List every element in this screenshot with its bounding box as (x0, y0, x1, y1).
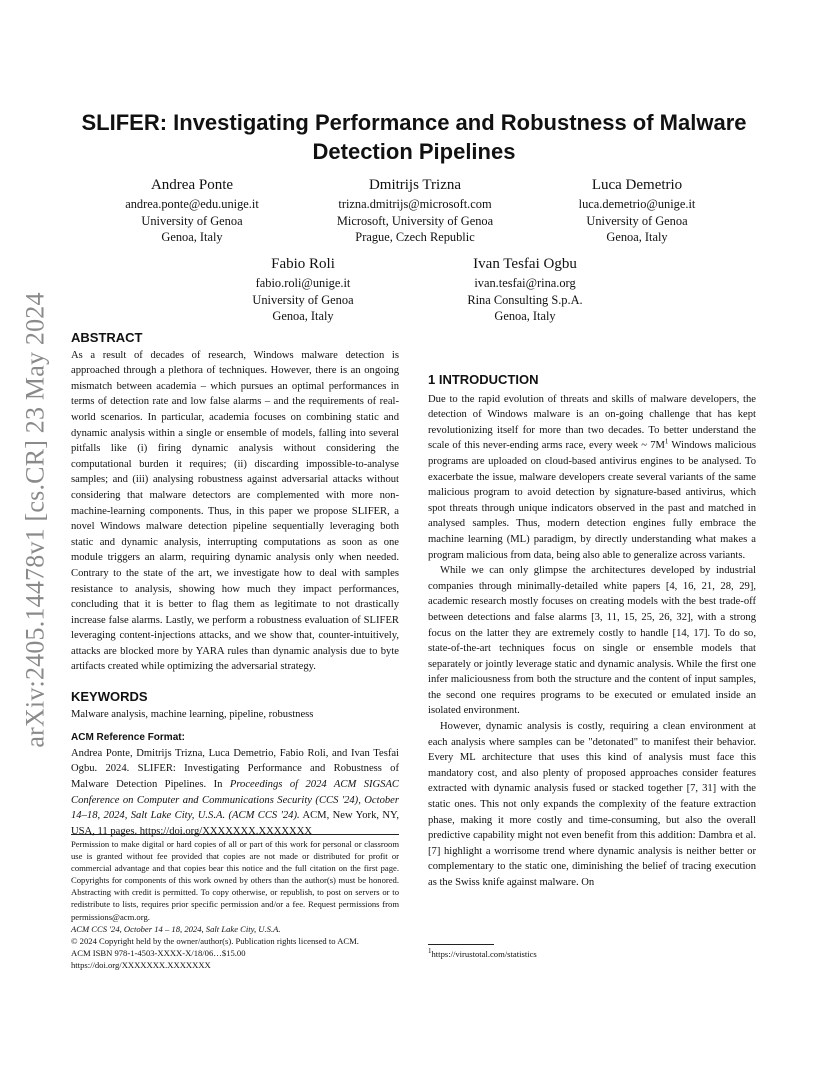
intro-paragraph-3: However, dynamic analysis is costly, requiring a clean environment at each analysis where samples can be "detonated" to manifest their behavior. Every ML architecture that uses this kind of analysis must face this mandatory cost, and also plenty of proposed approaches consider features extracted with dynamic analysis fused or stacked together [7, 31] with the static ones. This not only expands the complexity of the feature extraction phase, making it more costly and time-consuming, but also the overall predictive capability might not even benefit from this addition: Dambra et al. [7] highlight a worrisome trend where dynamic analysis is neither better or complementary to the static one, diminishing the belief of tracing execution as the Swiss knife against malware. On (428, 721, 756, 888)
intro-paragraph-2: While we can only glimpse the architectures developed by industrial companies through minimally-detailed white papers [4, 16, 21, 28, 29], academic research mostly focuses on creating models with the best trade-off between detections and false alarms [3, 11, 15, 25, 26, 32], with a strong focus on the latter they are extremely costly to handle [14, 17]. To do so, state-of-the-art techniques focus on single or ensemble models that separately or jointly leverage static and dynamic analysis. While the first one infer maliciousness from both the structure and the content of input samples, the second one requires programs to be executed or emulated inside an isolated environment. (428, 565, 756, 717)
author-name: Andrea Ponte (150, 177, 234, 193)
author-block-1 (77, 175, 307, 246)
abstract-text: As a result of decades of research, Windows malware detection is approached through a plethora of techniques. However, there is an ongoing mismatch between academia – which pursues an optimal performances in terms of detection rate and low false alarms – and the requirements of real-world scenarios. In particular, academia focuses on combining static and dynamic analysis within a single or ensemble of models, falling into several pitfalls like (i) firing dynamic analysis without considering the computational burden it requires; (ii) discarding impossible-to-analyse samples; and (iii) analysing robustness against adversarial attacks without considering that malware detectors are complemented with more non-machine-learning components. Thus, in this paper we propose SLIFER, a novel Windows malware detection pipeline sequentially leveraging both static and dynamic analysis, interrupting computations as soon as one module triggers an alarm, requiring dynamic analysis only when needed. Contrary to the state of the art, we investigate how to deal with samples resistance to analysis, showing how much they impact performances, concluding that it is better to flag them as legitimate to not drastically increase false alarms. Lastly, we perform a robustness evaluation of SLIFER leveraging content-injections attacks, and we show that, counter-intuitively, attacks are blocked more by YARA rules than dynamic analysis due to byte artifacts created while optimizing the adversarial strategy. (71, 349, 399, 673)
author-email: ivan.tesfai@rina.org (474, 276, 576, 290)
author-email: fabio.roli@unige.it (255, 276, 351, 290)
footnote (428, 947, 756, 963)
abstract-heading: ABSTRACT (71, 330, 143, 345)
author-location: Genoa, Italy (272, 309, 334, 324)
author-name: Luca Demetrio (591, 177, 683, 193)
author-block-2 (300, 175, 530, 246)
author-affiliation: Microsoft, University of Genoa (336, 213, 494, 228)
author-name: Fabio Roli (271, 256, 335, 272)
paper-title: SLIFER: Investigating Performance and Robustness of Malware Detection Pipelines (81, 110, 747, 164)
author-block-5 (410, 254, 640, 325)
intro-paragraph-1 (428, 392, 756, 564)
left-column (71, 330, 399, 839)
keywords-heading: KEYWORDS (71, 689, 148, 705)
doi-line: https://doi.org/XXXXXXX.XXXXXXX (71, 959, 211, 970)
acm-reference-authors: Andrea Ponte, Dmitrijs Trizna, Luca Demetrio, Fabio Roli, and Ivan Tesfai Ogbu. 2024. SLIFER: Investigating Performance and Robustness of Malware Detection Pipelines. In (71, 747, 399, 791)
author-affiliation: University of Genoa (141, 213, 243, 228)
isbn-line: ACM ISBN 978-1-4503-XXXX-X/18/06…$15.00 (71, 947, 246, 958)
footnote-mark: 1 (664, 437, 669, 446)
acm-reference-proceedings: Proceedings of 2024 ACM SIGSAC Conference on Computer and Communications Security (CCS '24), October 14–18, 2024, Salt Lake City, U.S.A. (ACM CCS '24). (71, 779, 399, 822)
author-block-3 (522, 175, 752, 246)
acm-reference-tail: ACM, New York, NY, USA, 11 pages. https://doi.org/XXXXXXX.XXXXXXX (71, 810, 399, 837)
footnote-rule (428, 944, 494, 945)
author-email: luca.demetrio@unige.it (578, 197, 696, 211)
intro-p1-text-a: Due to the rapid evolution of threats and skills of malware developers, the detection of Windows malware is an on-going challenge that has kept revolutionizing itself for more than two decades. To better understand the scale of this never-ending arms race, every week ~ 7M (428, 393, 756, 452)
author-email: andrea.ponte@edu.unige.it (125, 197, 259, 211)
acm-reference-heading: ACM Reference Format: (71, 732, 185, 744)
author-name: Ivan Tesfai Ogbu (473, 256, 577, 272)
conference-line: ACM CCS '24, October 14 – 18, 2024, Salt Lake City, U.S.A. (71, 923, 281, 934)
author-name: Dmitrijs Trizna (368, 177, 462, 193)
author-email: trizna.dmitrijs@microsoft.com (338, 197, 492, 211)
permission-rule (71, 834, 399, 835)
right-column (428, 372, 756, 891)
permission-text: Permission to make digital or hard copies of all or part of this work for personal or classroom use is granted without fee provided that copies are not made or distributed for profit or commercial advantage and that copies bear this notice and the full citation on the first page. Copyrights for components of this work owned by others than the author(s) must be honored. Abstracting with credit is permitted. To copy otherwise, or republish, to post on servers or to redistribute to lists, requires prior specific permission and/or a fee. Request permissions from permissions@acm.org. (71, 839, 399, 922)
intro-p1-text-b: Windows malicious programs are uploaded on cloud-based antivirus engines to be analysed. To exacerbate the issue, malware developers create several variants of the same malicious program to avoid detection by signature-based antivirus, which spot threats through unique indicators observed in the past and matched in analysed samples. Thus, modern detection engines fully embrace the machine learning (ML) paradigm, by directly understanding what makes a program malicious from data, being also able to generalize across variants. (428, 440, 756, 561)
footnote-number: 1 (428, 947, 432, 956)
author-affiliation: University of Genoa (252, 292, 354, 307)
author-block-4 (188, 254, 418, 325)
author-affiliation: Rina Consulting S.p.A. (467, 292, 583, 307)
keywords-text: Malware analysis, machine learning, pipeline, robustness (71, 708, 314, 720)
copyright-line: © 2024 Copyright held by the owner/author(s). Publication rights licensed to ACM. (71, 935, 359, 946)
arxiv-identifier-text: arXiv:2405.14478v1 [cs.CR] 23 May 2024 (21, 292, 50, 748)
footnote-text: https://virustotal.com/statistics (431, 949, 537, 959)
arxiv-side-identifier (12, 260, 60, 780)
author-location: Prague, Czech Republic (355, 230, 475, 245)
author-affiliation: University of Genoa (586, 213, 688, 228)
author-location: Genoa, Italy (161, 230, 223, 245)
acm-reference-text (71, 746, 399, 840)
introduction-heading: 1 INTRODUCTION (428, 372, 539, 387)
author-location: Genoa, Italy (606, 230, 668, 245)
author-location: Genoa, Italy (494, 309, 556, 324)
permission-block (71, 838, 399, 971)
